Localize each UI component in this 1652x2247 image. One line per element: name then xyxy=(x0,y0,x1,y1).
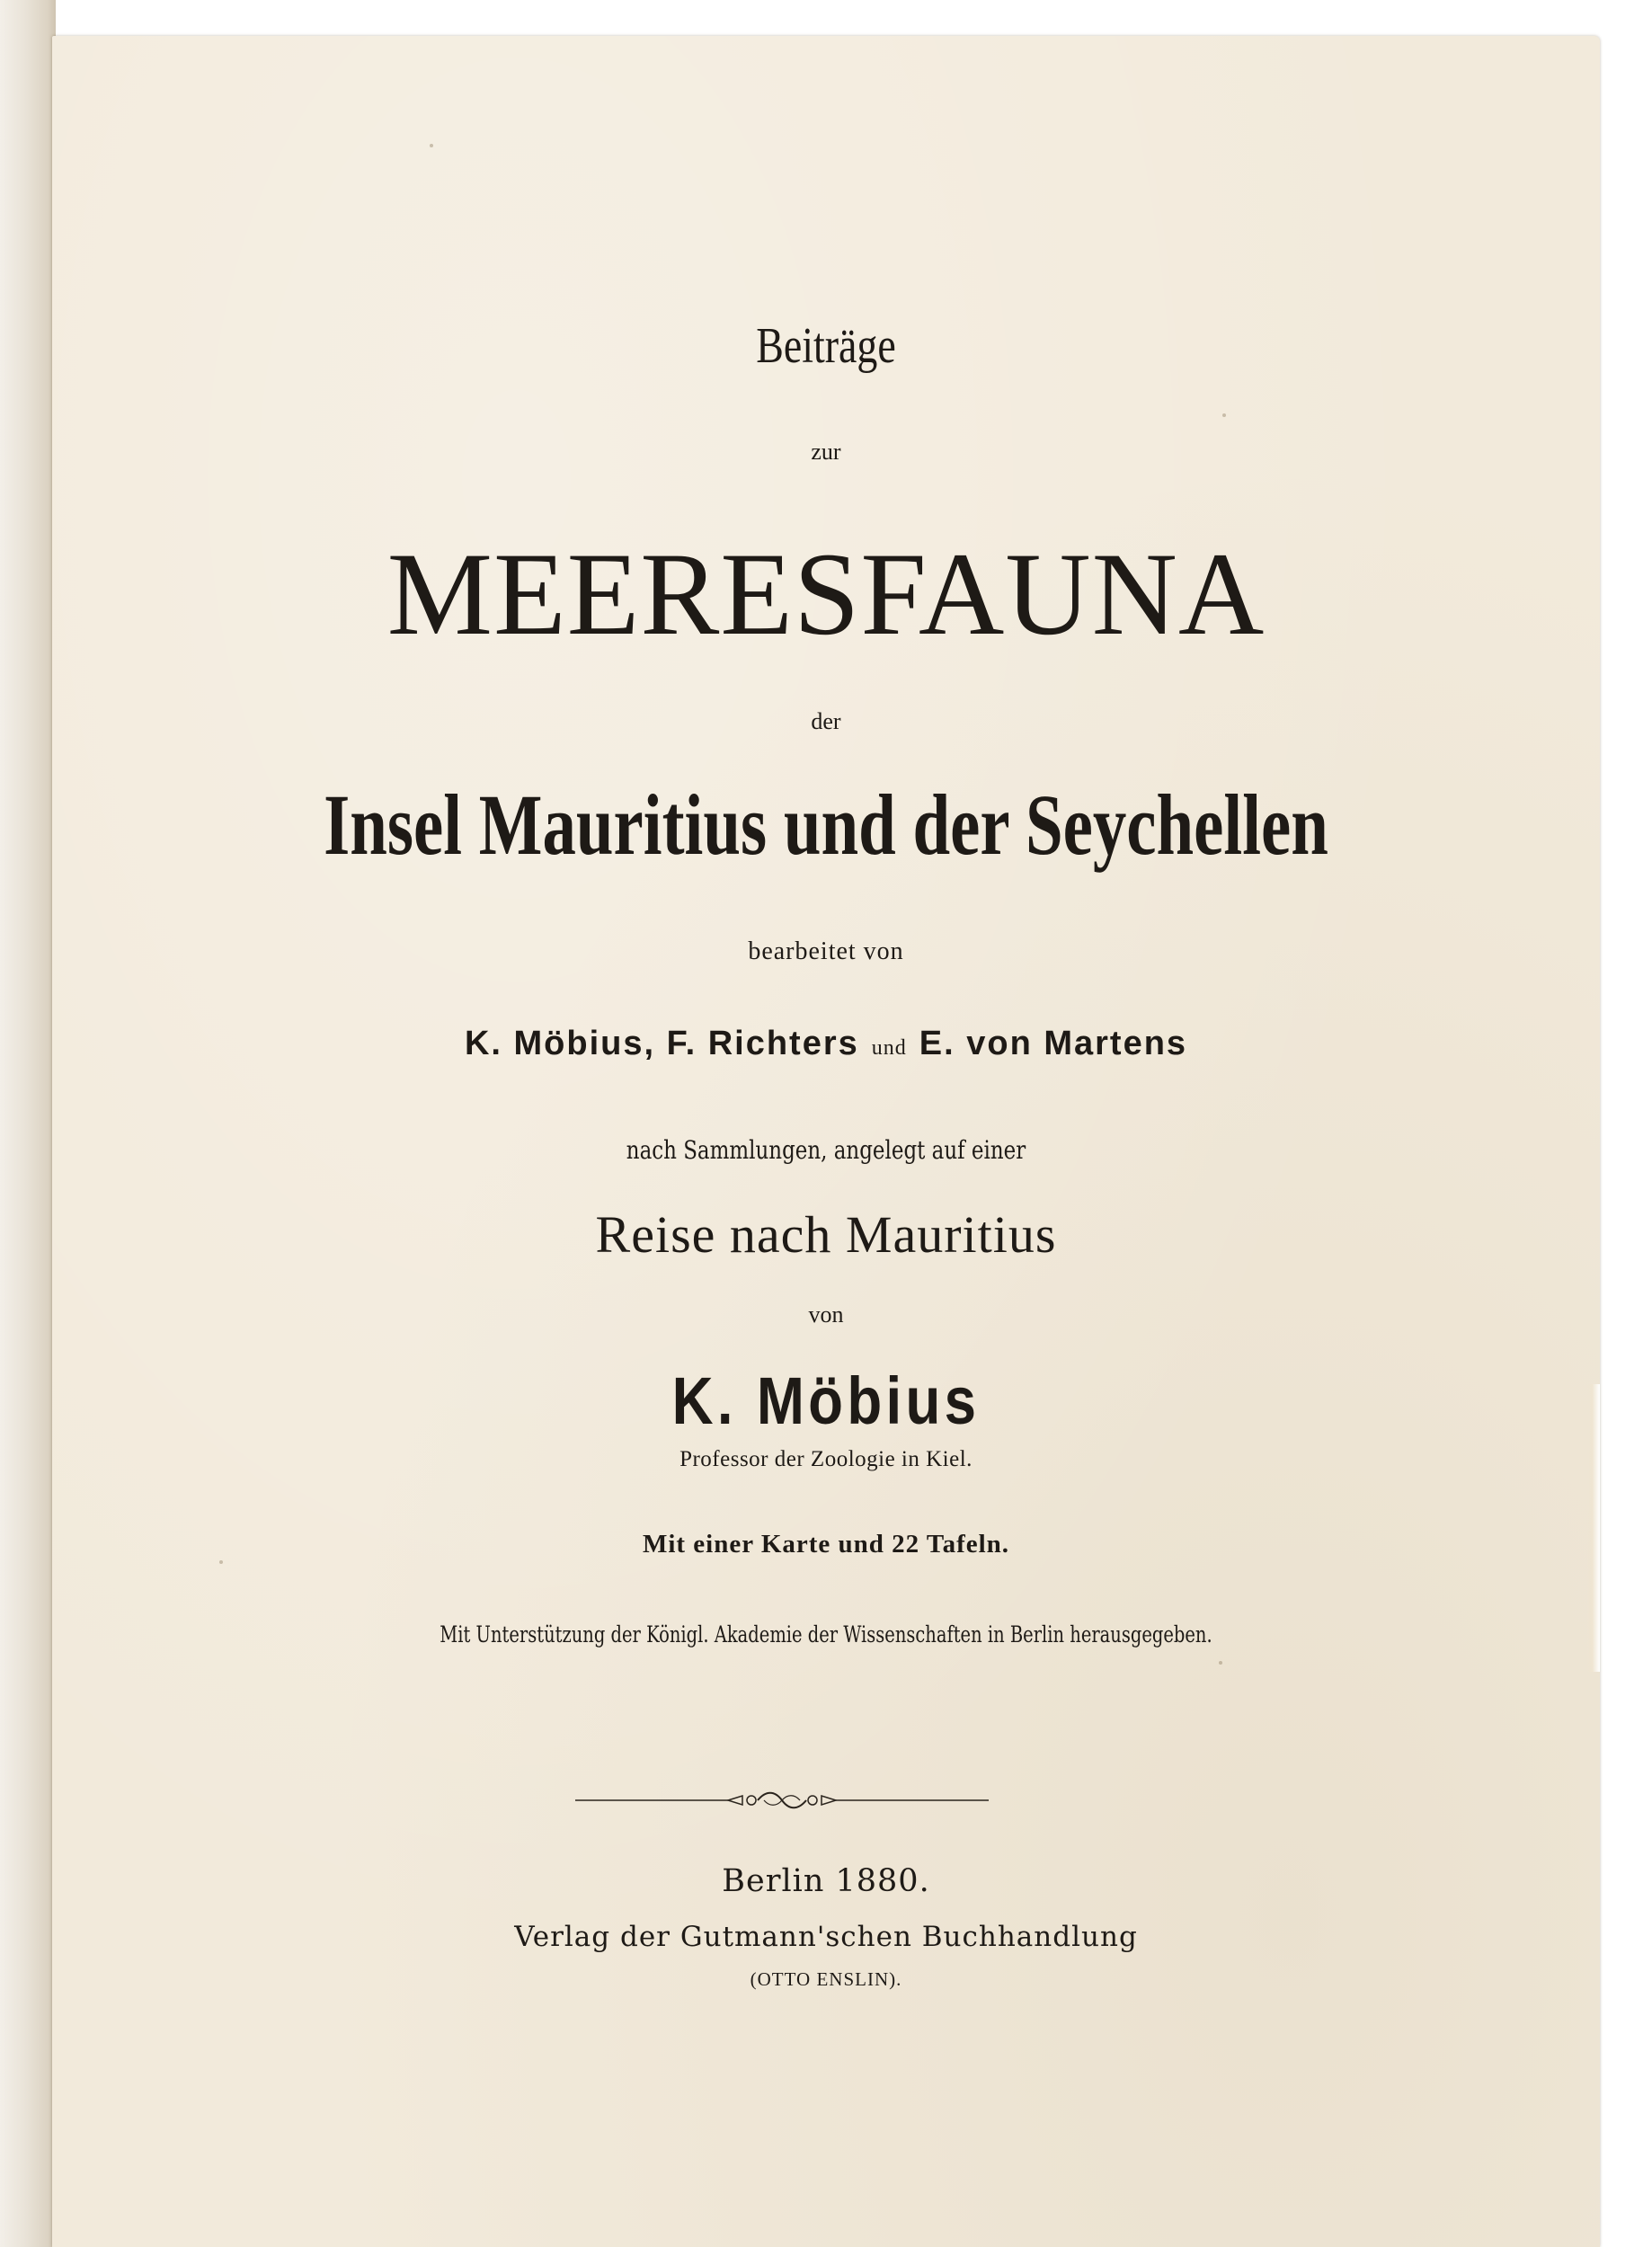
support-note: Mit Unterstützung der Königl. Akademie der Wissenschaften in Berlin herausgegeben. xyxy=(440,1621,1212,1648)
word-von: von xyxy=(808,1301,844,1328)
word-zur: zur xyxy=(811,439,841,465)
main-title: MEERESFAUNA xyxy=(386,528,1266,660)
journey-title: Reise nach Mauritius xyxy=(595,1205,1057,1264)
decorative-rule-ornament-icon xyxy=(575,1787,989,1814)
title-page xyxy=(52,36,1600,2247)
collection-note: nach Sammlungen, angelegt auf einer xyxy=(626,1135,1026,1165)
page-edge-wear xyxy=(1587,1384,1600,1672)
subtitle: Insel Mauritius und der Seychellen xyxy=(324,777,1328,873)
author-affiliation: Professor der Zoologie in Kiel. xyxy=(679,1447,973,1471)
author-group-1: K. Möbius, F. Richters xyxy=(464,1025,859,1062)
word-und: und xyxy=(871,1036,907,1060)
book-spine-edge xyxy=(0,0,56,2247)
bearbeitet-von: bearbeitet von xyxy=(748,937,904,965)
contributing-authors xyxy=(52,1025,1600,1063)
author-group-2: E. von Martens xyxy=(919,1025,1188,1062)
paper-speck xyxy=(1219,1661,1222,1665)
paper-speck xyxy=(430,144,433,147)
plates-note: Mit einer Karte und 22 Tafeln. xyxy=(642,1530,1010,1559)
heading-beitraege: Beiträge xyxy=(756,318,896,374)
paper-speck xyxy=(219,1560,223,1564)
main-author: K. Möbius xyxy=(671,1363,981,1438)
word-der: der xyxy=(811,708,841,734)
imprint-publisher: Verlag der Gutmann'schen Buchhandlung xyxy=(514,1921,1138,1953)
imprint-place-year: Berlin 1880. xyxy=(722,1863,930,1899)
imprint-publisher-owner: (OTTO ENSLIN). xyxy=(750,1968,902,1990)
paper-speck xyxy=(1222,413,1226,417)
